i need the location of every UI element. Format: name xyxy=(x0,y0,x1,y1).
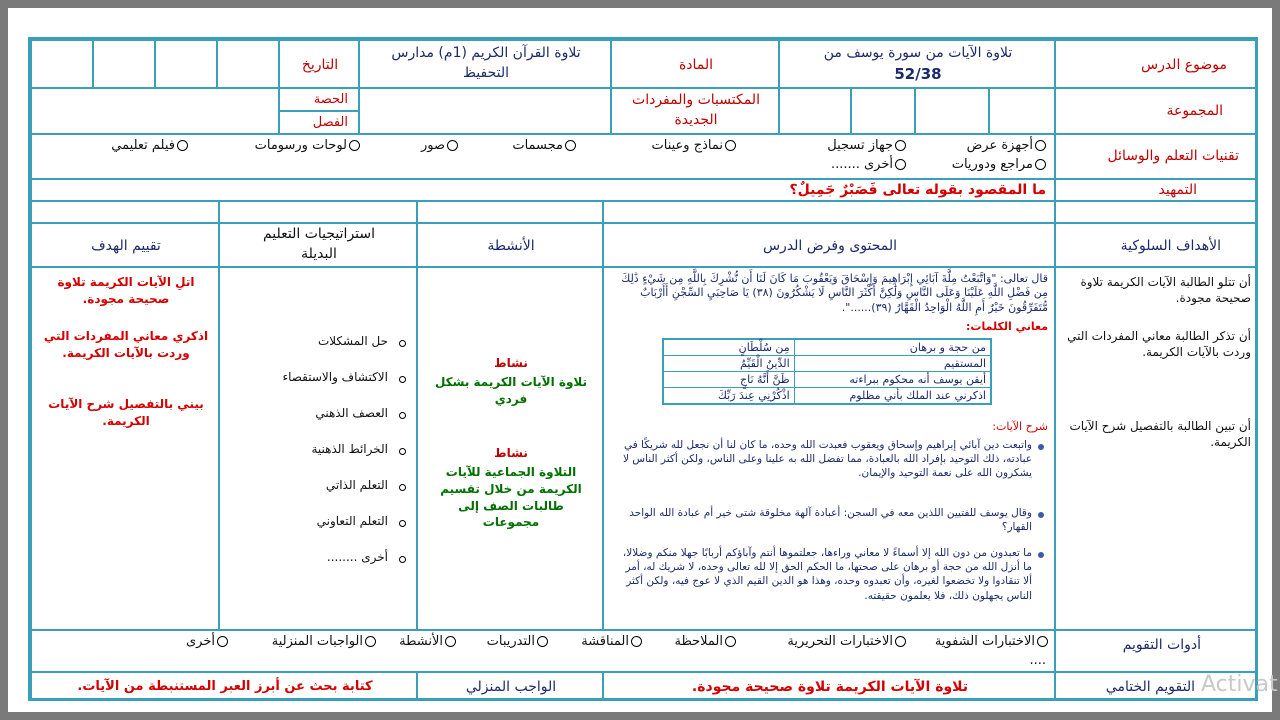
group-cell-3 xyxy=(851,88,915,134)
strategy-1: حل المشكلات xyxy=(317,334,388,348)
strategy-4: الخرائط الذهنية xyxy=(311,442,388,456)
group-cell-2 xyxy=(915,88,989,134)
activation-watermark: Activat xyxy=(1201,672,1278,697)
strategies-header-cell xyxy=(219,223,417,267)
lesson-plan-sheet xyxy=(28,37,1278,701)
period-label: الحصة xyxy=(313,92,348,107)
date-cell-4 xyxy=(31,40,93,88)
vocab-row: اذْكُرْنِي عِندَ رَبِّكَ اذكرني عند الملك بأني مظلوم xyxy=(663,388,991,405)
vocab-label-line2: الجديدة xyxy=(674,112,718,128)
tool-option-models[interactable]: نماذج وعينات xyxy=(652,138,737,153)
objectives-header-cell xyxy=(1055,223,1258,267)
lesson-topic-label: موضوع الدرس xyxy=(1140,57,1227,73)
intro-text: ما المقصود بقوله تعالى فَصَبْرٌ جَمِيلٌ؟ xyxy=(789,182,1046,198)
class-label: الفصل xyxy=(312,115,348,130)
vocab-value-cell xyxy=(359,88,611,134)
evaluation-3: بيني بالتفصيل شرح الآيات الكريمة. xyxy=(48,397,204,429)
blank-cell-3 xyxy=(417,201,603,223)
tool-option-boards[interactable]: لوحات ورسومات xyxy=(255,138,360,153)
verse-text: قال تعالى: "وَاتَّبَعْتُ مِلَّةَ آبَائِي إِبْرَاهِيمَ وَإِسْحَاقَ وَيَعْقُوبَ مَا كَانَ لَنَا أَن نُّشْرِكَ بِاللَّهِ مِن شَيْءٍ ذَٰلِكَ مِن فَضْلِ اللَّهِ عَلَيْنَا وَعَلَى النَّاسِ وَلَٰكِنَّ أَكْثَرَ النَّاسِ لَا يَشْكُرُونَ (٣٨) يَا صَاحِبَيِ السِّجْنِ أَأَرْبَابٌ مُّتَفَرِّقُونَ خَيْرٌ أَمِ اللَّهُ الْوَاحِدُ الْقَهَّارُ (٣٩)......". xyxy=(621,272,1048,314)
date-cell-3 xyxy=(93,40,155,88)
assessment-option-written[interactable]: الاختبارات التحريرية xyxy=(787,634,906,649)
vocab-label-cell xyxy=(611,88,779,134)
explanation-3: ما تعبدون من دون الله إلا أسماءً لا معاني وراءها، جعلتموها أنتم وآباؤكم أربابًا جهلا منكم وضلالا، ما أنزل الله من حجة أو برهان على صحتها، ما الحكم الحق إلا لله تعالى وحده، لا شريك له، أمر ألا تنقادوا ولا تخضعوا لغيره، وأن تعبدوه وحده، وهذا هو الدين القيم الذي لا عوج فيه، ولكن أكثر الناس يجهلون ذلك، فلا يعلمون حقيقته. xyxy=(622,547,1032,602)
tool-option-references[interactable]: مراجع ودوريات xyxy=(952,157,1046,172)
assessment-label-cell xyxy=(1055,630,1258,672)
evaluation-cell xyxy=(31,267,219,630)
option-circle-icon[interactable] xyxy=(399,412,406,419)
evaluation-header-cell xyxy=(31,223,219,267)
homework-label: الواجب المنزلي xyxy=(465,679,557,695)
date-label: التاريخ xyxy=(301,57,339,73)
assessment-option-observation[interactable]: الملاحظة xyxy=(674,634,736,649)
final-label: التقويم الختامي xyxy=(1105,679,1195,695)
homework-label-cell xyxy=(417,672,603,701)
blank-cell-2 xyxy=(603,201,1055,223)
strategy-6: التعلم التعاوني xyxy=(316,514,388,528)
assessment-options-cell xyxy=(31,630,1055,672)
assessment-option-discussion[interactable]: المناقشة xyxy=(581,634,642,649)
vocab-row: الدِّينُ الْقَيِّمُ المستقيم xyxy=(663,356,991,372)
blank-cell-5 xyxy=(31,201,219,223)
lesson-topic-value-cell xyxy=(779,40,1055,88)
tool-option-recorder[interactable]: جهاز تسجيل xyxy=(827,138,906,153)
bullet-icon xyxy=(1038,444,1044,450)
option-circle-icon[interactable] xyxy=(399,520,406,527)
activities-header-cell xyxy=(417,223,603,267)
assessment-option-other[interactable]: أخرى xyxy=(186,634,228,649)
assessment-label: أدوات التقويم xyxy=(1122,637,1201,653)
subject-value-line2: التحفيظ xyxy=(462,65,509,81)
option-circle-icon[interactable] xyxy=(399,340,406,347)
content-header-cell xyxy=(603,223,1055,267)
evaluation-1: اتلِ الآيات الكريمة تلاوة صحيحة مجودة. xyxy=(57,275,195,307)
assessment-option-activities[interactable]: الأنشطة xyxy=(399,634,456,649)
explanation-label: شرح الآيات: xyxy=(992,420,1048,433)
assessment-option-exercises[interactable]: التدريبات xyxy=(487,634,548,649)
objectives-header: الأهداف السلوكية xyxy=(1120,238,1221,254)
intro-label-cell xyxy=(1055,179,1258,201)
assessment-option-oral[interactable]: الاختبارات الشفوية xyxy=(935,634,1048,649)
subject-value-line1: تلاوة القرآن الكريم (1م) مدارس xyxy=(391,45,581,61)
date-label-cell xyxy=(279,40,359,88)
strategy-5: التعلم الذاتي xyxy=(325,478,388,492)
tool-option-other[interactable]: أخرى ....... xyxy=(831,157,906,172)
strategies-cell xyxy=(219,267,417,630)
strategy-7: أخرى ........ xyxy=(326,550,388,564)
tools-label-cell xyxy=(1055,134,1258,179)
intro-text-cell xyxy=(31,179,1055,201)
activity-1-text: تلاوة الآيات الكريمة بشكل فردي xyxy=(434,375,588,406)
option-circle-icon[interactable] xyxy=(399,448,406,455)
blank-cell-1 xyxy=(1055,201,1258,223)
bullet-icon xyxy=(1038,512,1044,518)
subject-value-cell xyxy=(359,40,611,88)
group-cell-1 xyxy=(989,88,1055,134)
tools-label: تقنيات التعلم والوسائل xyxy=(1107,148,1239,164)
objective-3: أن تبين الطالبة بالتفصيل شرح الآيات الكريمة. xyxy=(1069,419,1251,450)
assessment-option-homework[interactable]: الواجبات المنزلية xyxy=(272,634,376,649)
strategies-header-line2: البديلة xyxy=(301,246,337,262)
tool-option-projectors[interactable]: أجهزة عرض xyxy=(967,138,1046,153)
assessment-extra: .... xyxy=(1029,653,1046,668)
lesson-topic-label-cell xyxy=(1055,40,1258,88)
content-cell xyxy=(603,267,1055,630)
tool-option-film[interactable]: فيلم تعليمي xyxy=(111,138,188,153)
tools-options-cell xyxy=(31,134,1055,179)
activities-cell xyxy=(417,267,603,630)
date-cell-2 xyxy=(155,40,217,88)
date-cell-1 xyxy=(217,40,279,88)
strategy-2: الاكتشاف والاستقصاء xyxy=(282,370,388,384)
activity-2-title: نشاط xyxy=(494,446,528,460)
option-circle-icon[interactable] xyxy=(399,556,406,563)
group-label-cell xyxy=(1055,88,1258,134)
tool-option-images[interactable]: صور xyxy=(421,138,458,153)
strategies-header-line1: استراتيجيات التعليم xyxy=(262,226,376,242)
objectives-cell xyxy=(1055,267,1258,630)
vocab-row: مِن سُلْطَانٍ من حجة و برهان xyxy=(663,339,991,356)
lesson-topic-value-line2: 52/38 xyxy=(894,65,942,83)
blank-cell-4 xyxy=(219,201,417,223)
subject-label: المادة xyxy=(678,57,714,73)
final-text-cell xyxy=(603,672,1055,701)
final-text: تلاوة الآيات الكريمة تلاوة صحيحة مجودة. xyxy=(691,679,969,695)
objective-2: أن تذكر الطالبة معاني المفردات التي وردت بالآيات الكريمة. xyxy=(1067,329,1251,360)
option-circle-icon[interactable] xyxy=(399,376,406,383)
page xyxy=(8,8,1278,712)
vocab-row: ظَنَّ أَنَّهُ نَاجٍ أيقن يوسف أنه محكوم ببراءته xyxy=(663,372,991,388)
lesson-topic-value-line1: تلاوة الآيات من سورة يوسف من xyxy=(823,45,1013,61)
explanation-2: وقال يوسف للفتيين اللذين معه في السجن: أعبادة آلهة مخلوقة شتى خير أم عبادة الله الواحد القهار؟ xyxy=(629,507,1032,534)
explanation-1: واتبعت دين آبائي إبراهيم وإسحاق ويعقوب فعبدت الله وحده، ما كان لنا أن نجعل لله شريكًا في عبادته، ذلك التوحيد بإفراد الله بالعبادة، مما تفضل الله به علينا وعلى الناس، ولكن أكثر الناس لا يشكرون الله على نعمة التوحيد والإيمان. xyxy=(622,439,1032,480)
evaluation-2: اذكري معاني المفردات التي وردت بالآيات الكريمة. xyxy=(43,329,209,361)
content-header: المحتوى وفرض الدرس xyxy=(762,238,898,254)
homework-text: كتابة بحث عن أبرز العبر المستنبطة من الآيات. xyxy=(77,679,373,694)
period-label-cell xyxy=(279,88,359,111)
vocab-table xyxy=(662,338,992,405)
activity-1-title: نشاط xyxy=(494,356,528,370)
option-circle-icon[interactable] xyxy=(399,484,406,491)
bullet-icon xyxy=(1038,552,1044,558)
evaluation-header: تقييم الهدف xyxy=(91,238,161,254)
meanings-label: معاني الكلمات: xyxy=(966,320,1048,333)
activity-2-text: التلاوة الجماعية للآيات الكريمة من خلال تقسيم طالبات الصف إلى مجموعات xyxy=(440,465,582,530)
tool-option-solids[interactable]: مجسمات xyxy=(512,138,576,153)
period-class-values-cell xyxy=(31,88,279,134)
homework-text-cell xyxy=(31,672,417,701)
subject-label-cell xyxy=(611,40,779,88)
group-cell-4 xyxy=(779,88,851,134)
strategy-3: العصف الذهني xyxy=(315,406,388,420)
activities-header: الأنشطة xyxy=(487,238,535,254)
group-label: المجموعة xyxy=(1166,103,1223,119)
class-label-cell xyxy=(279,111,359,134)
intro-label: التمهيد xyxy=(1158,182,1197,198)
objective-1: أن تتلو الطالبة الآيات الكريمة تلاوة صحيحة مجودة. xyxy=(1080,275,1251,306)
vocab-label-line1: المكتسبات والمفردات xyxy=(632,92,760,108)
